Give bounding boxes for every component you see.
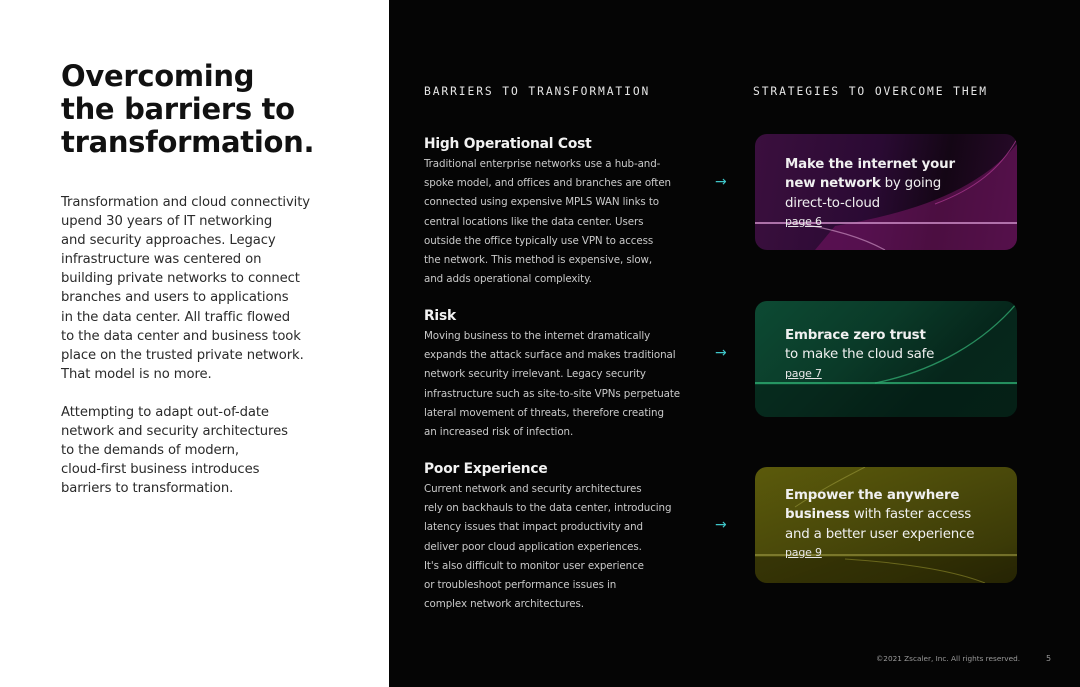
barrier-title: High Operational Cost bbox=[424, 136, 592, 152]
left-panel bbox=[0, 0, 389, 687]
text-line: the network. This method is expensive, slow, bbox=[424, 254, 653, 267]
page-link[interactable]: page 6 bbox=[785, 214, 822, 228]
strategy-text-rest: with faster access bbox=[849, 507, 972, 523]
text-line: network and security architectures bbox=[61, 424, 288, 440]
text-line: Transformation and cloud connectivity bbox=[61, 195, 311, 210]
strategy-bold-text: new network bbox=[785, 176, 881, 192]
page-link[interactable]: page 7 bbox=[785, 366, 822, 380]
text-line: to the demands of modern, bbox=[61, 443, 240, 459]
barrier-high-operational-cost bbox=[424, 136, 714, 289]
text-line: It's also difficult to monitor user experience bbox=[424, 559, 644, 572]
text-line: That model is no more. bbox=[61, 366, 212, 382]
barrier-title: Risk bbox=[424, 308, 456, 324]
text-line: complex network architectures. bbox=[424, 598, 584, 611]
text-line: outside the office typically use VPN to access bbox=[424, 234, 654, 247]
text-line: upend 30 years of IT networking bbox=[61, 214, 273, 230]
strategy-text bbox=[785, 155, 955, 230]
barrier-description bbox=[424, 480, 714, 614]
arrow-right-icon: → bbox=[715, 345, 727, 361]
strategy-bold-text: business bbox=[785, 507, 850, 523]
text-line: latency issues that impact productivity and bbox=[424, 521, 643, 534]
strategies-heading: STRATEGIES TO OVERCOME THEM bbox=[753, 85, 988, 98]
page-link[interactable]: page 9 bbox=[785, 545, 822, 559]
title-line: Overcoming bbox=[61, 59, 255, 93]
strategy-bold-text: Make the internet your bbox=[785, 157, 955, 172]
text-line: cloud-first business introduces bbox=[61, 462, 260, 478]
text-line: building private networks to connect bbox=[61, 271, 300, 287]
strategy-text bbox=[785, 486, 974, 561]
text-line: expands the attack surface and makes traditional bbox=[424, 349, 676, 362]
barriers-heading: BARRIERS TO TRANSFORMATION bbox=[424, 85, 651, 98]
title-line: transformation. bbox=[61, 125, 315, 159]
text-line: branches and users to applications bbox=[61, 290, 289, 306]
strategy-text-line: and a better user experience bbox=[785, 526, 975, 542]
barrier-risk bbox=[424, 308, 714, 442]
text-line: connected using expensive MPLS WAN links to bbox=[424, 196, 660, 209]
strategy-card-direct-to-cloud[interactable] bbox=[755, 134, 1017, 250]
text-line: spoke model, and offices and branches are often bbox=[424, 177, 671, 190]
barrier-description bbox=[424, 155, 714, 289]
text-line: to the data center and business took bbox=[61, 328, 301, 344]
strategy-text-line: to make the cloud safe bbox=[785, 347, 935, 363]
barrier-title: Poor Experience bbox=[424, 461, 548, 477]
text-line: Moving business to the internet dramatically bbox=[424, 330, 651, 342]
copyright-footer: ©2021 Zscaler, Inc. All rights reserved. bbox=[876, 654, 1021, 663]
arrow-right-icon: → bbox=[715, 174, 727, 190]
text-line: rely on backhauls to the data center, introducing bbox=[424, 502, 672, 515]
page-title bbox=[61, 60, 314, 159]
text-line: and security approaches. Legacy bbox=[61, 233, 276, 249]
text-line: an increased risk of infection. bbox=[424, 426, 574, 439]
text-line: infrastructure was centered on bbox=[61, 252, 262, 268]
strategy-bold-text: Empower the anywhere bbox=[785, 488, 960, 503]
barrier-poor-experience bbox=[424, 461, 714, 614]
strategy-card-zero-trust[interactable] bbox=[755, 301, 1017, 417]
page-number: 5 bbox=[1046, 654, 1052, 663]
text-line: central locations like the data center. Users bbox=[424, 215, 644, 228]
text-line: Current network and security architectures bbox=[424, 483, 642, 495]
intro-paragraph-1 bbox=[61, 193, 331, 384]
strategy-text-line: direct-to-cloud bbox=[785, 195, 880, 211]
strategy-text bbox=[785, 326, 934, 382]
strategy-text-rest: by going bbox=[880, 176, 942, 192]
arrow-right-icon: → bbox=[715, 517, 727, 533]
title-line: the barriers to bbox=[61, 92, 295, 126]
strategy-bold-text: Embrace zero trust bbox=[785, 328, 926, 343]
intro-paragraph-2 bbox=[61, 403, 331, 498]
text-line: network security irrelevant. Legacy security bbox=[424, 368, 646, 381]
text-line: place on the trusted private network. bbox=[61, 347, 304, 363]
strategy-card-anywhere-business[interactable] bbox=[755, 467, 1017, 583]
text-line: lateral movement of threats, therefore creating bbox=[424, 406, 664, 419]
text-line: or troubleshoot performance issues in bbox=[424, 579, 617, 592]
text-line: infrastructure such as site-to-site VPNs perpetuate bbox=[424, 387, 680, 400]
text-line: deliver poor cloud application experiences. bbox=[424, 540, 642, 553]
text-line: barriers to transformation. bbox=[61, 481, 234, 497]
text-line: Traditional enterprise networks use a hub-and- bbox=[424, 158, 661, 170]
text-line: and adds operational complexity. bbox=[424, 273, 592, 286]
barrier-description bbox=[424, 327, 714, 442]
text-line: in the data center. All traffic flowed bbox=[61, 309, 290, 325]
text-line: Attempting to adapt out-of-date bbox=[61, 405, 269, 420]
